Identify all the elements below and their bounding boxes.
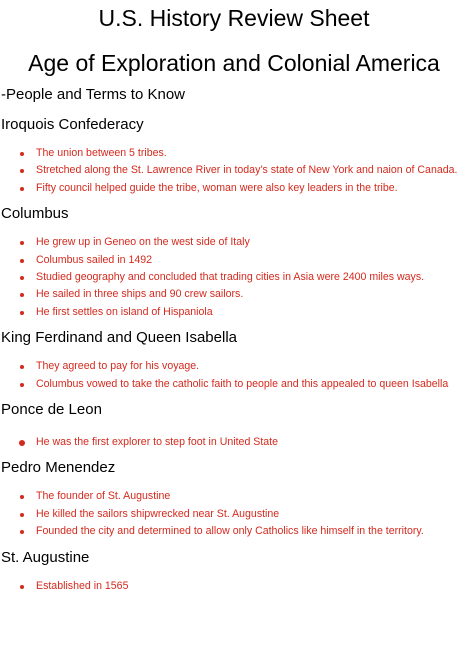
page-subtitle: Age of Exploration and Colonial America xyxy=(28,50,440,76)
topic-list-columbus xyxy=(0,234,468,321)
list-item: Studied geography and concluded that trading cities in Asia were 2400 miles ways. xyxy=(0,269,468,286)
list-item: He sailed in three ships and 90 crew sailors. xyxy=(0,286,468,303)
list-item: Columbus vowed to take the catholic faith to people and this appealed to queen Isabella xyxy=(0,376,468,393)
section-label: -People and Terms to Know xyxy=(1,86,185,103)
list-item: Established in 1565 xyxy=(0,578,468,595)
topic-heading-pedro-menendez: Pedro Menendez xyxy=(1,459,116,477)
list-item: He grew up in Geneo on the west side of Italy xyxy=(0,234,468,251)
list-item: Columbus sailed in 1492 xyxy=(0,252,468,269)
topic-list-st-augustine xyxy=(0,578,468,595)
topic-list-ponce-de-leon xyxy=(0,434,468,451)
list-item: He was the first explorer to step foot in United State xyxy=(0,434,468,451)
topic-list-iroquois-confederacy xyxy=(0,145,468,197)
list-item: The union between 5 tribes. xyxy=(0,145,468,162)
topic-heading-ferdinand-isabella: King Ferdinand and Queen Isabella xyxy=(1,329,238,347)
list-item: He first settles on island of Hispaniola xyxy=(0,304,468,321)
topic-list-ferdinand-isabella xyxy=(0,358,468,393)
topic-heading-st-augustine: St. Augustine xyxy=(1,548,90,566)
page-title: U.S. History Review Sheet xyxy=(98,5,370,31)
list-item: He killed the sailors shipwrecked near St. Augustine xyxy=(0,506,468,523)
topic-heading-columbus: Columbus xyxy=(1,205,69,223)
list-item: Stretched along the St. Lawrence River in today’s state of New York and naion of Canada. xyxy=(0,162,468,179)
list-item: They agreed to pay for his voyage. xyxy=(0,358,468,375)
topic-heading-iroquois-confederacy: Iroquois Confederacy xyxy=(1,116,144,133)
topic-heading-ponce-de-leon: Ponce de Leon xyxy=(1,401,102,419)
list-item: Fifty council helped guide the tribe, woman were also key leaders in the tribe. xyxy=(0,180,468,197)
list-item: The founder of St. Augustine xyxy=(0,488,468,505)
list-item: Founded the city and determined to allow only Catholics like himself in the territory. xyxy=(0,523,468,540)
topic-list-pedro-menendez xyxy=(0,488,468,540)
